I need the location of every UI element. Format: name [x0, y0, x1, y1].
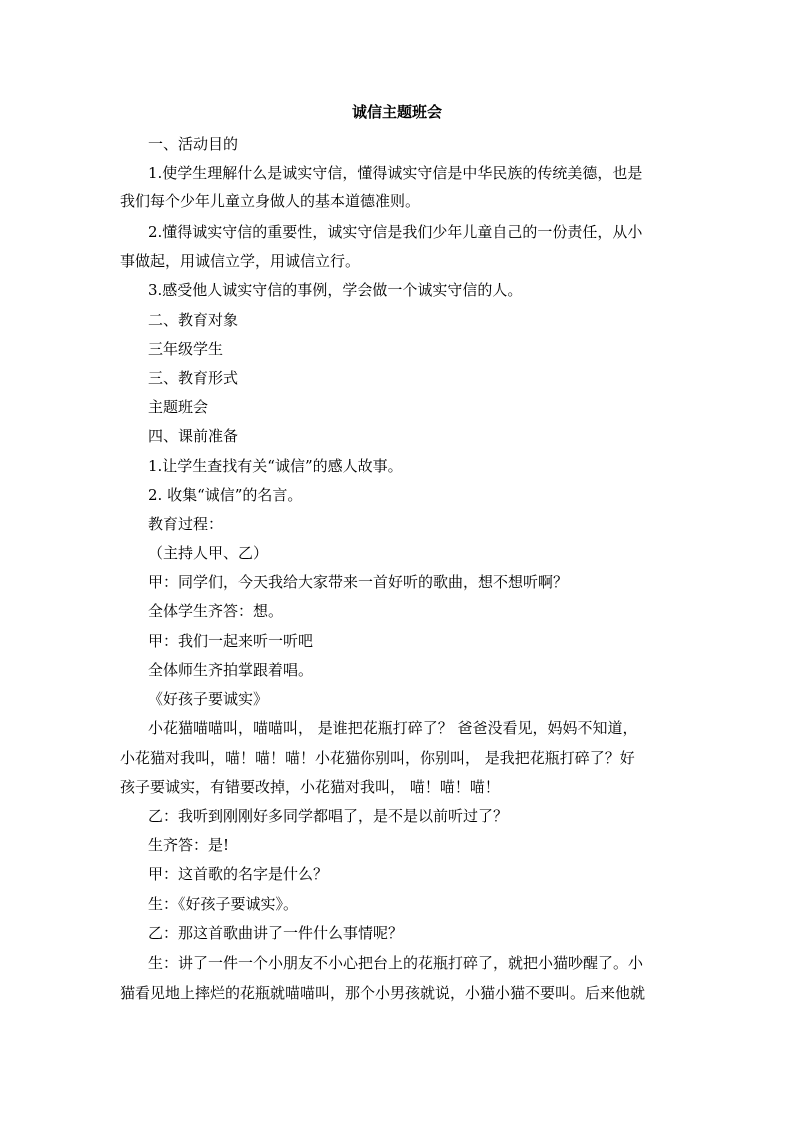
- paragraph-line: 主题班会: [148, 398, 209, 416]
- paragraph-line: 2.懂得诚实守信的重要性，诚实守信是我们少年儿童自己的一份责任，从小: [148, 223, 643, 241]
- section-heading-purpose: 一、活动目的: [148, 135, 239, 153]
- dialogue-line: 全体师生齐拍掌跟着唱。: [148, 661, 314, 679]
- dialogue-line: 甲：同学们，今天我给大家带来一首好听的歌曲，想不想听啊？: [148, 573, 569, 591]
- section-heading-audience: 二、教育对象: [148, 311, 239, 329]
- dialogue-line: 生：《好孩子要诚实》。: [148, 895, 299, 913]
- lyrics-line: 小花猫喵喵叫，喵喵叫， 是谁把花瓶打碎了？ 爸爸没看见，妈妈不知道，: [148, 719, 638, 737]
- dialogue-line: 乙：我听到刚刚好多同学都唱了，是不是以前听过了？: [148, 807, 509, 825]
- lyrics-line: 孩子要诚实，有错要改掉，小花猫对我叫， 喵！喵！喵！: [120, 778, 500, 796]
- dialogue-line: 乙：那这首歌曲讲了一件什么事情呢？: [148, 924, 404, 942]
- paragraph-line: 三年级学生: [148, 340, 224, 358]
- dialogue-line: 生：讲了一件一个小朋友不小心把台上的花瓶打碎了，就把小猫吵醒了。小: [148, 954, 644, 972]
- paragraph-line: 事做起，用诚信立学，用诚信立行。: [120, 252, 361, 270]
- dialogue-line: 甲：我们一起来听一听吧: [148, 632, 314, 650]
- section-heading-format: 三、教育形式: [148, 369, 239, 387]
- paragraph-line: 1.让学生查找有关“诚信”的感人故事。: [148, 457, 403, 475]
- section-heading-preparation: 四、课前准备: [148, 427, 239, 445]
- paragraph-line: 我们每个少年儿童立身做人的基本道德准则。: [120, 192, 421, 210]
- paragraph-line: （主持人甲、乙）: [148, 544, 269, 562]
- paragraph-line: 2. 收集“诚信”的名言。: [148, 486, 303, 504]
- paragraph-line: 3.感受他人诚实守信的事例，学会做一个诚实守信的人。: [148, 281, 523, 299]
- dialogue-line: 全体学生齐答：想。: [148, 602, 284, 620]
- song-title: 《好孩子要诚实》: [148, 690, 269, 708]
- dialogue-line: 甲：这首歌的名字是什么？: [148, 865, 329, 883]
- lyrics-line: 小花猫对我叫，喵！喵！喵！小花猫你别叫，你别叫， 是我把花瓶打碎了？好: [120, 749, 635, 767]
- document-title: 诚信主题班会: [351, 103, 442, 121]
- dialogue-line: 猫看见地上摔烂的花瓶就喵喵叫，那个小男孩就说，小猫小猫不要叫。后来他就: [120, 984, 646, 1002]
- section-heading-process: 教育过程：: [148, 515, 224, 533]
- paragraph-line: 1.使学生理解什么是诚实守信，懂得诚实守信是中华民族的传统美德，也是: [148, 164, 643, 182]
- dialogue-line: 生齐答：是!: [148, 836, 230, 854]
